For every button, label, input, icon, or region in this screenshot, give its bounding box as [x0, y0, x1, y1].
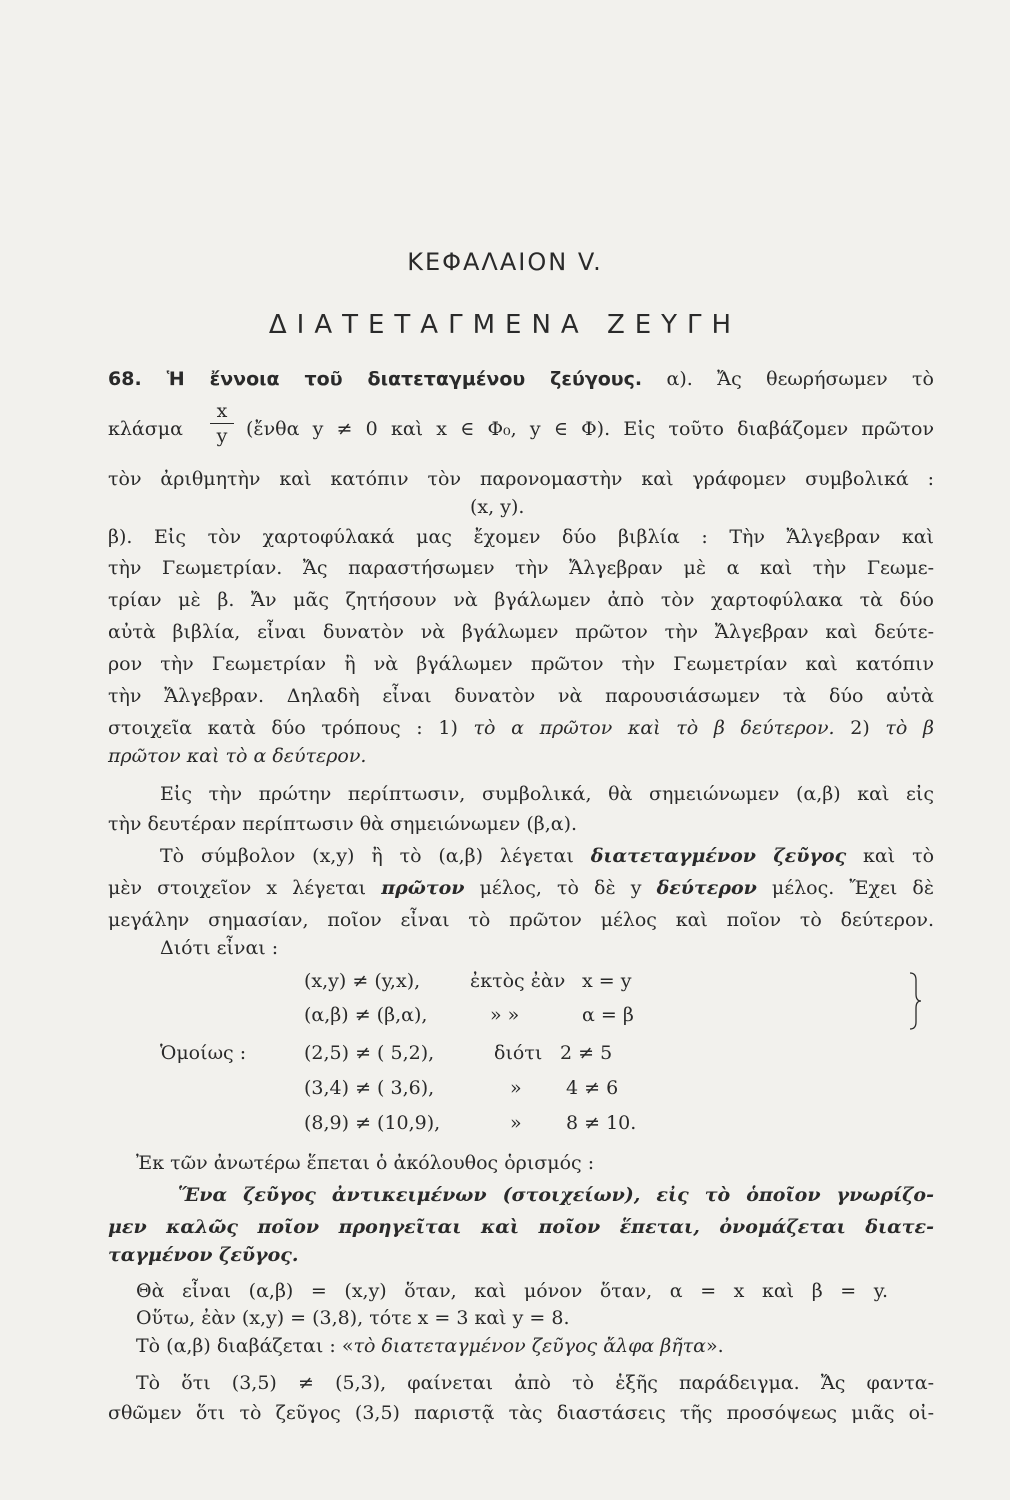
term-span: διατεταγμένον ζεῦγος [590, 845, 847, 867]
text-span: ». [705, 1335, 724, 1357]
relation-mid: διότι [494, 1042, 543, 1064]
definition-line: Ἕνα ζεῦγος ἀντικειμένων (στοιχείων), εἰς τὸ ὁποῖον γνωρίζο- [178, 1184, 934, 1206]
italic-span: τὸ β [885, 717, 935, 739]
text-span: στοιχεῖα κατὰ δύο τρόπους : 1) [108, 717, 458, 739]
relation-rhs: 4 ≠ 6 [566, 1077, 619, 1099]
closing-line [136, 1333, 724, 1359]
term-span: πρῶτον [381, 877, 465, 899]
fraction [210, 400, 234, 447]
paragraph-line: τὸν ἀριθμητὴν καὶ κατόπιν τὸν παρονομαστὴν καὶ γράφομεν συμβολικά : [108, 468, 934, 490]
paragraph-line [160, 843, 934, 869]
paragraph-line: πρῶτον καὶ τὸ α δεύτερον. [108, 745, 367, 767]
right-brace-icon [908, 972, 922, 1030]
paragraph-line: τρίαν μὲ β. Ἄν μᾶς ζητήσουν νὰ βγάλωμεν ἀπὸ τὸν χαρτοφύλακα τὰ δύο [108, 589, 934, 611]
paragraph-line: ρον τὴν Γεωμετρίαν ἢ νὰ βγάλωμεν πρῶτον τὴν Γεωμετρίαν καὶ κατόπιν [108, 653, 934, 675]
paragraph-line: τὴν Ἄλγεβραν. Δηλαδὴ εἶναι δυνατὸν νὰ παρουσιάσωμεν τὰ δύο αὐτὰ [108, 685, 934, 707]
fraction-prefix: κλάσμα [108, 418, 183, 440]
relation-mid: » [510, 1112, 522, 1134]
text-span: μέλος. Ἔχει δὲ [771, 877, 935, 899]
closing-line: Θὰ εἶναι (α,β) = (x,y) ὅταν, καὶ μόνον ὅταν, α = x καὶ β = y. [136, 1280, 888, 1302]
paragraph-line: β). Εἰς τὸν χαρτοφύλακά μας ἔχομεν δύο βιβλία : Τὴν Ἄλγεβραν καὶ [108, 526, 934, 548]
relation-rhs: 8 ≠ 10. [566, 1112, 637, 1134]
relation-lhs: (8,9) ≠ (10,9), [304, 1112, 441, 1134]
paragraph-line: τὴν Γεωμετρίαν. Ἄς παραστήσωμεν τὴν Ἄλγεβραν μὲ α καὶ τὴν Γεωμε- [108, 557, 934, 579]
term-span: δεύτερον [656, 877, 757, 899]
relation-mid: » » [490, 1004, 520, 1026]
relation-lhs: (α,β) ≠ (β,α), [304, 1004, 428, 1026]
pair-symbol: (x, y). [470, 496, 525, 518]
paragraph-line: αὐτὰ βιβλία, εἶναι δυνατὸν νὰ βγάλωμεν πρῶτον τὴν Ἄλγεβραν καὶ δεύτε- [108, 621, 934, 643]
relation-mid: ἐκτὸς ἐὰν [470, 970, 566, 992]
text-span: καὶ τὸ [863, 845, 935, 867]
chapter-title: ΔΙΑΤΕΤΑΓΜΕΝΑ ΖΕΥΓΗ [268, 310, 742, 340]
section-heading-line [108, 366, 934, 392]
relation-rhs: α = β [582, 1004, 634, 1026]
paragraph-line: τὴν δευτέραν περίπτωσιν θὰ σημειώνωμεν (β,α). [108, 813, 578, 835]
intro-text: α). Ἄς θεωρήσωμεν τὸ [666, 368, 934, 390]
paragraph-line [108, 875, 934, 901]
text-span: μὲν στοιχεῖον x λέγεται [108, 877, 367, 899]
closing-line: Οὕτω, ἐὰν (x,y) = (3,8), τότε x = 3 καὶ y = 8. [136, 1307, 570, 1329]
definition-line: ταγμένον ζεῦγος. [108, 1244, 299, 1266]
relation-rhs: x = y [582, 970, 632, 992]
section-heading: 68. Ἡ ἔννοια τοῦ διατεταγμένου ζεύγους. [108, 368, 643, 390]
fraction-denominator: y [216, 425, 228, 447]
paragraph-line: Εἰς τὴν πρώτην περίπτωσιν, συμβολικά, θὰ σημειώνωμεν (α,β) καὶ εἰς [160, 783, 934, 805]
text-span: 2) [850, 717, 870, 739]
paragraph-line [108, 715, 934, 741]
fraction-numerator: x [216, 400, 228, 422]
definition-line: μεν καλῶς ποῖον προηγεῖται καὶ ποῖον ἕπεται, ὀνομάζεται διατε- [108, 1216, 934, 1238]
italic-span: τὸ διατεταγμένον ζεῦγος ἄλφα βῆτα [353, 1335, 706, 1357]
closing-line: Τὸ ὅτι (3,5) ≠ (5,3), φαίνεται ἀπὸ τὸ ἑξῆς παράδειγμα. Ἄς φαντα- [136, 1372, 934, 1394]
chapter-number: ΚΕΦΑΛΑΙΟΝ V. [407, 248, 603, 276]
relation-lhs: (2,5) ≠ ( 5,2), [304, 1042, 435, 1064]
definition-lead: Ἐκ τῶν ἀνωτέρω ἕπεται ὁ ἀκόλουθος ὁρισμός : [136, 1152, 595, 1174]
relation-lhs: (x,y) ≠ (y,x), [304, 970, 421, 992]
text-span: μέλος, τὸ δὲ y [479, 877, 642, 899]
relation-lhs: (3,4) ≠ ( 3,6), [304, 1077, 435, 1099]
relation-mid: » [510, 1077, 522, 1099]
italic-span: τὸ α πρῶτον καὶ τὸ β δεύτερον. [473, 717, 835, 739]
paragraph-line: Διότι εἶναι : [160, 937, 279, 959]
paragraph-line: μεγάλην σημασίαν, ποῖον εἶναι τὸ πρῶτον μέλος καὶ ποῖον τὸ δεύτερον. [108, 909, 934, 931]
text-span: Τὸ (α,β) διαβάζεται : « [136, 1335, 354, 1357]
fraction-rest: (ἔνθα y ≠ 0 καὶ x ∈ Φ₀, y ∈ Φ). Εἰς τοῦτο διαβάζομεν πρῶτον [246, 418, 934, 440]
closing-line: σθῶμεν ὅτι τὸ ζεῦγος (3,5) παριστᾷ τὰς διαστάσεις τῆς προσόψεως μιᾶς οἰ- [108, 1402, 934, 1424]
relation-rhs: 2 ≠ 5 [560, 1042, 613, 1064]
text-span: Τὸ σύμβολον (x,y) ἢ τὸ (α,β) λέγεται [160, 845, 574, 867]
relation-lead: Ὁμοίως : [160, 1042, 247, 1064]
